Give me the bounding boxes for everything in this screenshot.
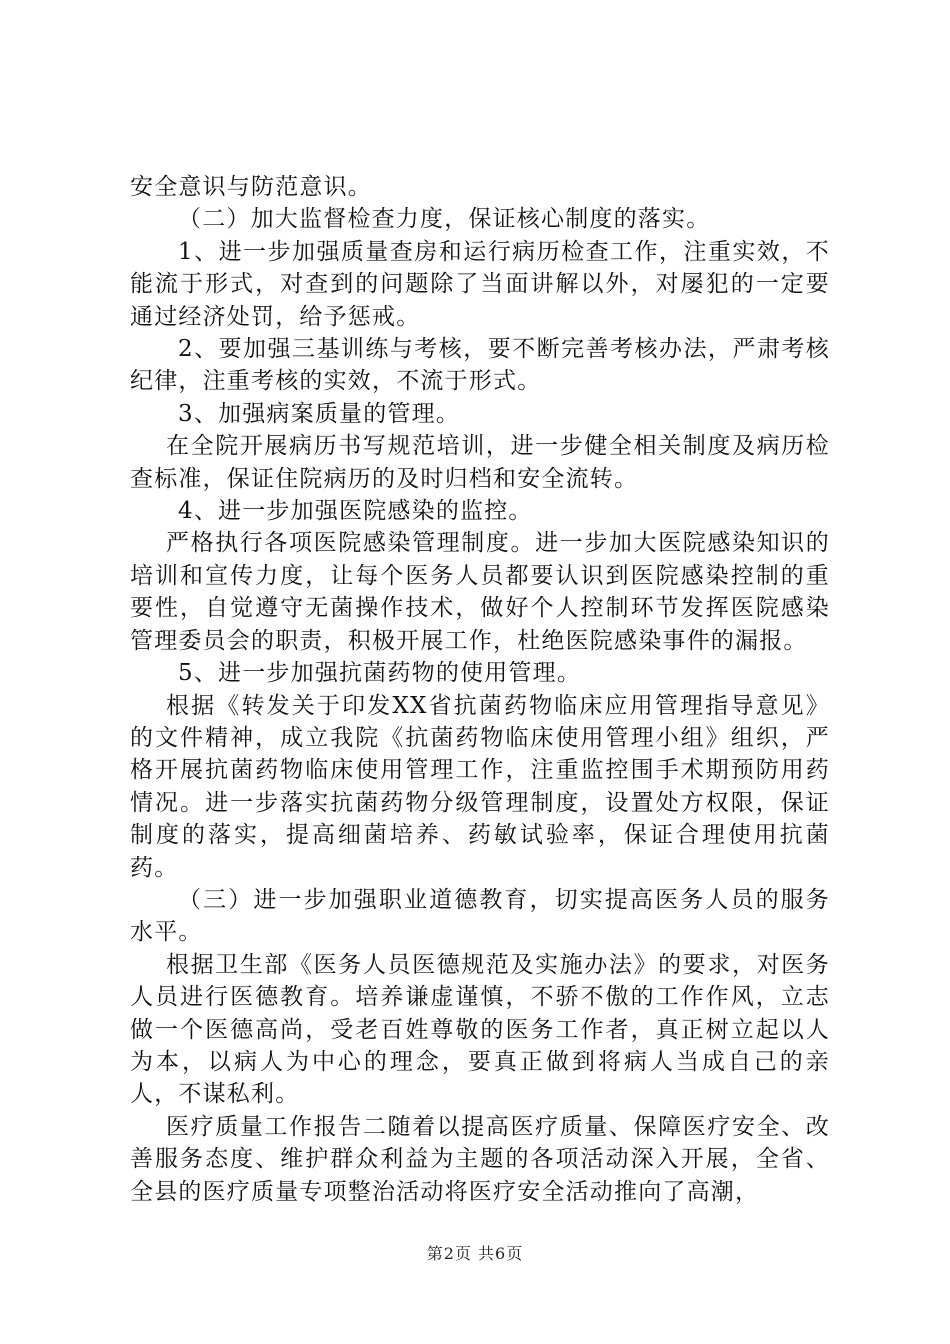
paragraph-report-two: 医疗质量工作报告二随着以提高医疗质量、保障医疗安全、改善服务态度、维护群众利益为主题的各项活动深入开展，全省、全县的医疗质量专项整治活动将医疗安全活动推向了高潮， <box>130 1113 830 1205</box>
paragraph-antibiotics: 根据《转发关于印发XX省抗菌药物临床应用管理指导意见》的文件精神，成立我院《抗菌药物临床使用管理小组》组织，严格开展抗菌药物临床使用管理工作，注重监控围手术期预防用药情况。进一步落实抗菌药物分级管理制度，设置处方权限，保证制度的落实，提高细菌培养、药敏试验率，保证合理使用抗菌药。 <box>130 692 830 881</box>
list-item-4: 4、进一步加强医院感染的监控。 <box>178 498 533 525</box>
list-item-2: 2、要加强三基训练与考核，要不断完善考核办法，严肃考核纪律，注重考核的实效，不流于形式。 <box>130 336 830 395</box>
paragraph-ethics: 根据卫生部《医务人员医德规范及实施办法》的要求，对医务人员进行医德教育。培养谦虚谨慎，不骄不傲的工作作风，立志做一个医德高尚，受老百姓尊敬的医务工作者，真正树立起以人为本，以病人为中心的理念，要真正做到将病人当成自己的亲人，不谋私利。 <box>130 951 830 1108</box>
paragraph-medical-records: 在全院开展病历书写规范培训，进一步健全相关制度及病历检查标准，保证住院病历的及时归档和安全流转。 <box>130 433 830 492</box>
page-footer: 第2页 共6页 <box>426 1244 524 1263</box>
list-item-1: 1、进一步加强质量查房和运行病历检查工作，注重实效，不能流于形式，对查到的问题除了当面讲解以外，对屡犯的一定要通过经济处罚，给予惩戒。 <box>130 238 830 330</box>
list-item-3: 3、加强病案质量的管理。 <box>178 400 461 427</box>
section-heading-2: （二）加大监督检查力度，保证核心制度的落实。 <box>178 206 711 233</box>
section-heading-3: （三）进一步加强职业道德教育，切实提高医务人员的服务水平。 <box>130 886 830 946</box>
document-body <box>130 171 830 1208</box>
paragraph-continuation: 安全意识与防范意识。 <box>130 174 372 200</box>
list-item-5: 5、进一步加强抗菌药物的使用管理。 <box>178 660 582 687</box>
paragraph-infection-control: 严格执行各项医院感染管理制度。进一步加大医院感染知识的培训和宣传力度，让每个医务人员都要认识到医院感染控制的重要性，自觉遵守无菌操作技术，做好个人控制环节发挥医院感染管理委员会的职责，积极开展工作，杜绝医院感染事件的漏报。 <box>130 530 830 654</box>
